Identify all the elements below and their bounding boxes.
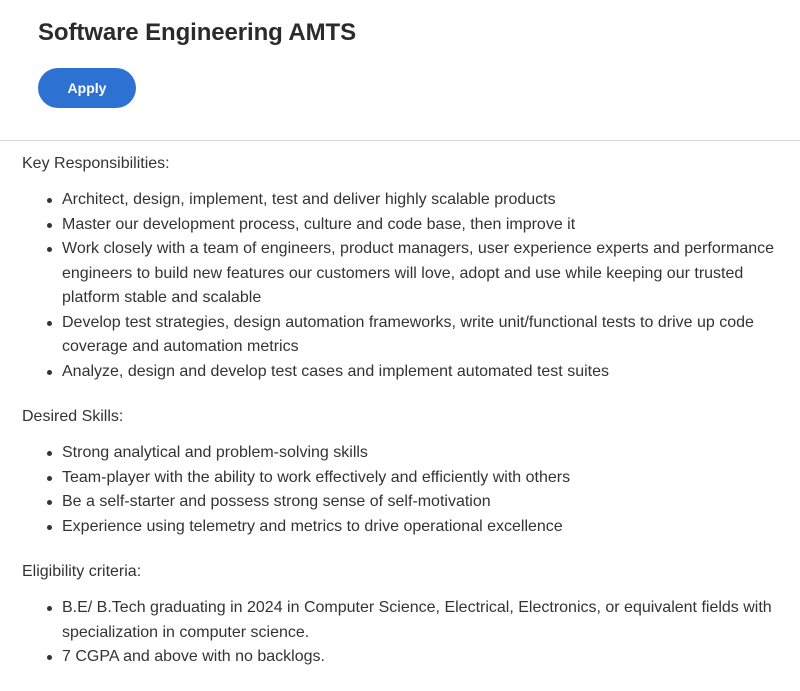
bullet-list — [22, 441, 792, 539]
list-item: Master our development process, culture and code base, then improve it — [62, 213, 792, 238]
list-item: Architect, design, implement, test and deliver highly scalable products — [62, 188, 792, 213]
job-header — [0, 0, 800, 140]
header-divider — [0, 140, 800, 141]
section-heading: Desired Skills: — [22, 408, 124, 425]
list-item: Strong analytical and problem-solving skills — [62, 441, 792, 466]
job-title: Software Engineering AMTS — [38, 19, 356, 46]
bullet-list — [22, 188, 792, 384]
section-heading: Eligibility criteria: — [22, 563, 142, 580]
list-item: Analyze, design and develop test cases and implement automated test suites — [62, 360, 792, 385]
section-key-responsibilities — [22, 152, 792, 384]
list-item: Work closely with a team of engineers, product managers, user experience experts and performance engineers to build new features our customers will love, adopt and use while keeping our trusted platform stable and scalable — [62, 237, 792, 311]
list-item: Team-player with the ability to work effectively and efficiently with others — [62, 466, 792, 491]
list-item: 7 CGPA and above with no backlogs. — [62, 645, 792, 670]
list-item: Be a self-starter and possess strong sense of self-motivation — [62, 490, 792, 515]
list-item: Develop test strategies, design automation frameworks, write unit/functional tests to drive up code coverage and automation metrics — [62, 311, 792, 360]
section-heading: Key Responsibilities: — [22, 155, 170, 172]
apply-button[interactable]: Apply — [38, 68, 136, 108]
bullet-list — [22, 596, 792, 670]
job-description — [22, 152, 792, 691]
section-eligibility-criteria — [22, 560, 792, 670]
list-item: B.E/ B.Tech graduating in 2024 in Computer Science, Electrical, Electronics, or equivalent fields with specialization in computer science. — [62, 596, 792, 645]
section-desired-skills — [22, 405, 792, 539]
list-item: Experience using telemetry and metrics to drive operational excellence — [62, 515, 792, 540]
